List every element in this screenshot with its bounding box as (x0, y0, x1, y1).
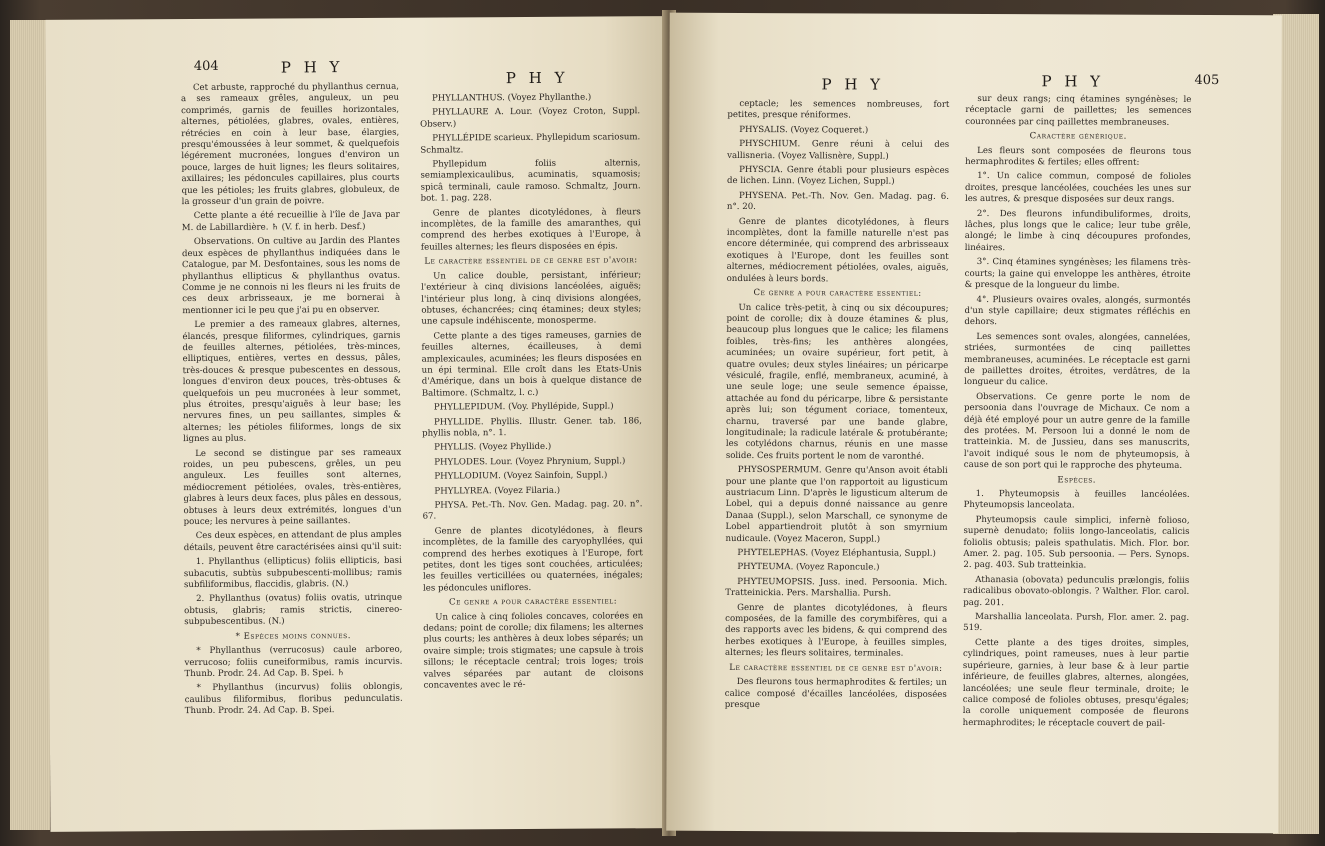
paragraph: PHYLLANTHUS. (Voyez Phyllanthe.) (431, 92, 592, 104)
paragraph: PHYLLIS. (Voyez Phyllide.) (434, 442, 552, 453)
paragraph: Marshallia lanceolata. Pursh, Flor. amer. 2. pag. 519. (963, 612, 1190, 634)
paragraph: Genre de plantes dicotylédones, à fleurs incomplètes, de la famille des caryophyllées, qui comprend des herbes exotiques à l'Europe, fort petites, dont les tiges sont couchées, articulées; les feuilles verticillées ou quaternées, inégales; les pédoncules uniflores. (422, 525, 643, 594)
paragraph: Ces deux espèces, en attendant de plus amples détails, peuvent être caractérisées ainsi qu'il suit: (183, 530, 402, 553)
paragraph: PHYLLODIUM. (Voyez Sainfoin, Suppl.) (434, 470, 608, 482)
paragraph: Un calice à cinq folioles concaves, colorées en dedans; point de corolle; dix filamens; les alternes plus courts; les anthères à deux lobes séparés; un ovaire simple; trois stigmates; une capsule à trois sillons; le réceptacle central; trois loges; trois valves séparées par autant de cloisons concaventes avec le ré- (423, 610, 644, 691)
paragraph: ceptacle; les semences nombreuses, fort petites, presque réniformes. (727, 98, 950, 121)
paragraph: Le caractère essentiel de ce genre est d'avoir: (424, 255, 638, 267)
paragraph: Genre de plantes dicotylédones, à fleurs incomplètes, dont la famille naturelle n'est pas encore déterminée, qui comprend des arbrisseaux exotiques à l'Europe, dont les feuilles sont alternes, médiocrement pétiolées, ovales, aiguës, ondulées à leurs bords. (726, 216, 949, 285)
left-page (46, 16, 671, 832)
paragraph: Genre de plantes dicotylédones, à fleurs incomplètes, de la famille des amaranthes, qui comprend des herbes exotiques à l'Europe, à feuilles alternes; les fleurs disposées en épis. (420, 206, 641, 253)
paragraph: 2. Phyllanthus (ovatus) foliis ovatis, utrinque obtusis, glabris; ramis strictis, cinereo-subpubescentibus. (N.) (184, 593, 403, 628)
paragraph: PHYLLYREA. (Voyez Filaria.) (434, 485, 561, 497)
paragraph: Ce genre a pour caractère essentiel: (448, 596, 618, 608)
paragraph: * Phyllanthus (incurvus) foliis oblongis, caulibus filiformibus, floribus pedunculatis. Thunb. Prodr. 24. Ad Cap. B. Spei. (184, 682, 403, 717)
paragraph: Un calice double, persistant, inférieur; l'extérieur à cinq divisions lancéolées, aiguës; l'intérieur plus long, à cinq divisions alongées, obtuses, échancrées; cinq étamines; deux styles; une capsule indéhiscente, monosperme. (421, 269, 642, 327)
paragraph: Le caractère essentiel de ce genre est d'avoir: (729, 662, 943, 674)
paragraph: 1. Phyllanthus (ellipticus) foliis ellipticis, basi subacutis, subtùs subpubescenti-mollibus; ramis subfiliformibus, flaccidis, glabris. (N.) (183, 555, 402, 591)
running-head: P H Y (821, 75, 885, 94)
left-column-1 (181, 82, 403, 721)
paragraph: 2°. Des fleurons infundibuliformes, droits, lâches, plus longs que le calice; leur tube grêle, alongé; le limbe à cinq découpures profondes, linéaires. (964, 208, 1191, 254)
right-page (666, 13, 1282, 834)
left-page-edges (10, 20, 50, 830)
paragraph: Caractère générique. (1029, 131, 1127, 142)
paragraph: sur deux rangs; cinq étamines syngénèses; le réceptacle garni de paillettes; les semences couronnées par cinq paillettes membraneuses. (965, 94, 1192, 128)
paragraph: 1. Phyteumopsis à feuilles lancéolées. Phyteumopsis lanceolata. (963, 489, 1190, 511)
paragraph: Observations. Ce genre porte le nom de persoonia dans l'ouvrage de Michaux. Ce nom a déjà été employé pour un autre genre de la famille des protées. M. Persoon lui a donné le nom de tratteinkia. M. de Jussieu, dans ses manuscrits, l'avoit indiqué sous le nom de phyteumopsis, à cause de son port qui le rapproche des phyteuma. (963, 391, 1191, 472)
right-column-1 (725, 99, 950, 715)
paragraph: 4°. Plusieurs ovaires ovales, alongés, surmontés d'un style capillaire; deux stigmates réfléchis en dehors. (964, 294, 1191, 328)
running-head: P H Y (280, 58, 344, 77)
paragraph: PHYSA. Pet.-Th. Nov. Gen. Madag. pag. 20. n°. 67. (422, 499, 643, 523)
paragraph: * Espèces moins connues. (235, 630, 352, 642)
running-head: P H Y (1041, 72, 1105, 91)
page-number: 405 (1194, 72, 1220, 89)
left-column-2 (420, 92, 644, 695)
paragraph: PHYLLIDE. Phyllis. Illustr. Gener. tab. 186, phyllis nobla, n°. 1. (422, 415, 643, 439)
paragraph: PHYLLEPIDUM. (Voy. Phyllépide, Suppl.) (433, 401, 614, 413)
paragraph: Les semences sont ovales, alongées, cannelées, striées, surmontées de cinq paillettes membraneuses, acuminées. Le réceptacle est garni de paillettes droites, étroites, verdâtres, de la longueur du calice. (964, 331, 1191, 388)
paragraph: Genre de plantes dicotylédones, à fleurs composées, de la famille des corymbifères, qui a des rapports avec les bidens, & qui comprend des herbes exotiques à l'Europe, à feuilles simples, alternes; les fleurs solitaires, terminales. (724, 602, 948, 659)
paragraph: PHYSOSPERMUM. Genre qu'Anson avoit établi pour une plante que l'on rapportoit au ligusticum austriacum Linn. D'après le ligusticum alterum de Lobel, qui a depuis donné naissance au genre Danaa (Suppl.), selon Marschall, ce synonyme de Lobel appartiendroit plutôt à son smyrnium nudicaule. (Voyez Maceron, Suppl.) (725, 465, 948, 545)
paragraph: Espèces. (1057, 474, 1097, 486)
paragraph: * Phyllanthus (verrucosus) caule arboreo, verrucoso; foliis cuneiformibus, ramis incurvis. Thunb. Prodr. 24. Ad Cap. B. Spei. ♄ (184, 644, 403, 679)
paragraph: Ce genre a pour caractère essentiel: (753, 288, 922, 299)
paragraph: PHYTELEPHAS. (Voyez Eléphantusia, Suppl.) (737, 548, 936, 559)
paragraph: PHYTEUMA. (Voyez Raponcule.) (737, 562, 880, 574)
paragraph: Les fleurs sont composées de fleurons tous hermaphrodites & fertiles; elles offrent: (965, 145, 1192, 168)
paragraph: Cette plante a été recueillie à l'île de Java par M. de Labillardière. ♄ (V. f. in herb. Desf.) (181, 210, 400, 233)
paragraph: 1°. Un calice commun, composé de folioles droites, presque lancéolées, couchées les unes sur les autres, & presque disposées sur deux rangs. (964, 171, 1192, 206)
paragraph: Observations. On cultive au Jardin des Plantes deux espèces de phyllanthus indiquées dans le Catalogue, par M. Desfontaines, sous les noms de phyllanthus ellipticus & phyllanthus ovatus. Comme je ne connois ni les fleurs ni les fruits de ces deux arbrisseaux, je me bornerai à mentionner ici le peu que j'ai pu en observer. (181, 236, 401, 316)
paragraph: 3°. Cinq étamines syngénèses; les filamens très-courts; la gaine qui enveloppe les anthères, étroite & presque de la longueur du limbe. (964, 257, 1191, 291)
paragraph: PHYLLAURE A. Lour. (Voyez Croton, Suppl. Observ.) (420, 106, 641, 130)
paragraph: Cet arbuste, rapproché du phyllanthus cernua, a ses rameaux grêles, anguleux, un peu comprimés, garnis de feuilles horizontales, alternes, pétiolées, glabres, ovales, entières, rétrécies en coin à leur base, élargies, presqu'émoussées à leur sommet, & quelquefois légérement mucronées, longues d'environ un pouce, larges de huit lignes; les fleurs solitaires, axillaires; les pédoncules capillaires, plus courts que les pétioles; les fruits glabres, globuleux, de la grosseur d'un grain de poivre. (180, 81, 400, 208)
paragraph: Le second se distingue par ses rameaux roides, un peu pubescens, grêles, un peu anguleux. Les feuilles sont alternes, médiocrement pétiolées, ovales, très-entières, glabres à leurs deux faces, plus pâles en dessous, obtuses à leurs deux extrémités, longues d'un pouce; les nervures à peine saillantes. (183, 447, 402, 528)
paragraph: Des fleurons tous hermaphrodites & fertiles; un calice composé d'écailles lancéolées, disposées presque (724, 677, 947, 710)
paragraph: Phyllepidum foliis alternis, semiamplexicaulibus, acuminatis, squamosis; spicâ terminali, caule ramoso. Schmaltz, Journ. bot. 1. pag. 228. (420, 158, 641, 204)
paragraph: Cette plante a des tiges droites, simples, cylindriques, point rameuses, nues à leur partie supérieure, garnies, à leur base & à leur partie inférieure, de feuilles glabres, alternes, alongées, lancéolées; une seule fleur terminale, droite; le calice composé de folioles obtuses, presqu'égales; la corolle uniquement composée de fleurons hermaphrodites; le réceptacle couvert de pail- (962, 637, 1190, 729)
paragraph: PHYLLÉPIDE scarieux. Phyllepidum scariosum. Schmaltz. (420, 132, 641, 156)
page-number: 404 (193, 58, 219, 74)
right-column-2 (963, 94, 1192, 733)
paragraph: PHYSALIS. (Voyez Coqueret.) (739, 124, 869, 136)
paragraph: Un calice très-petit, à cinq ou six découpures; point de corolle; dix à douze étamines & plus, beaucoup plus longues que le calice; les filamens foibles, très-fins; les anthères alongées, acuminées; un ovaire supérieur, fort petit, à quatre ovules; deux styles linéaires; un péricarpe vésiculé, fragile, enflé, membraneux, acuminé, à une seule loge; une seule semence épaisse, attachée au fond du péricarpe, libre & persistante après lui; son tégument coriace, tomenteux, charnu, traversé par une bande glabre, longitudinale; la radicule latérale & protubérante; les cotylédons charnus, réunis en une masse solide. Ces fruits portent le nom de varonthé. (725, 302, 949, 462)
paragraph: PHYSENA. Pet.-Th. Nov. Gen. Madag. pag. 6. n°. 20. (726, 190, 950, 213)
paragraph: PHYTEUMOPSIS. Juss. ined. Persoonia. Mich. Tratteinickia. Pers. Marshallia. Pursh. (725, 576, 948, 599)
paragraph: Cette plante a des tiges rameuses, garnies de feuilles alternes, écailleuses, à demi amplexicaules, acuminées; les fleurs disposées en un épi terminal. Elle croît dans les Etats-Unis d'Amérique, dans un bois à quelque distance de Baltimore. (Schmaltz, l. c.) (421, 329, 642, 399)
paragraph: Phyteumopsis caule simplici, infernè folioso, supernè denudato; foliis longo-lanceolatis, calicis foliolis obtusis; paleis spathulatis. Mich. Flor. bor. Amer. 2. pag. 105. Sub persoonia. — Pers. Synops. 2. pag. 403. Sub tratteinkia. (963, 514, 1190, 571)
paragraph: PHYLODES. Lour. (Voyez Phrynium, Suppl.) (434, 456, 626, 468)
paragraph: Le premier a des rameaux glabres, alternes, élancés, presque filiformes, cylindriques, garnis de feuilles alternes, pétiolées, très-minces, elliptiques, entières, vertes en dessus, pâles, très-douces & presque pubescentes en dessous, longues d'environ deux pouces, très-obtuses & quelquefois un peu mucronées à leur sommet, plus étroites, presqu'aiguës à leur base; les nervures fines, un peu saillantes, simples & alternes; les pétioles filiformes, longs de six lignes au plus. (182, 318, 402, 445)
paragraph: PHYSCHIUM. Genre réuni à celui des vallisneria. (Voyez Vallisnère, Suppl.) (727, 139, 950, 162)
running-head: P H Y (505, 68, 569, 88)
paragraph: Athanasia (obovata) pedunculis prælongis, foliis radicalibus obovato-oblongis. ? Walther. Flor. carol. pag. 201. (963, 574, 1190, 608)
paragraph: PHYSCIA. Genre établi pour plusieurs espèces de lichen. Linn. (Voyez Lichen, Suppl.) (727, 165, 950, 188)
